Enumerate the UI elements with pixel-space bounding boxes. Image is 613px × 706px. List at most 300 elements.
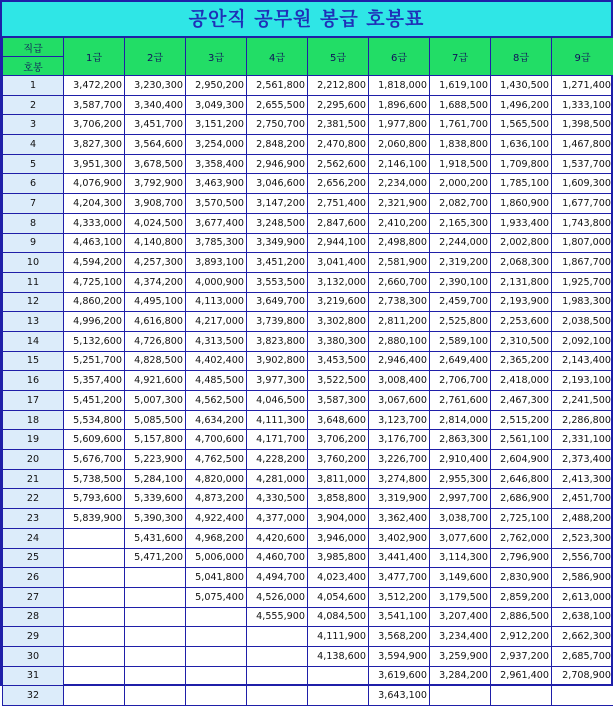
salary-cell xyxy=(64,666,125,686)
salary-cell: 1,925,700 xyxy=(552,272,613,292)
table-row xyxy=(3,450,613,470)
salary-cell: 4,594,200 xyxy=(64,253,125,273)
salary-cell xyxy=(247,627,308,647)
salary-cell: 2,750,700 xyxy=(247,115,308,135)
salary-cell: 3,678,500 xyxy=(125,154,186,174)
salary-cell: 2,811,200 xyxy=(369,312,430,332)
salary-cell: 2,638,100 xyxy=(552,607,613,627)
salary-cell: 3,219,600 xyxy=(308,292,369,312)
salary-cell: 4,996,200 xyxy=(64,312,125,332)
step-number: 16 xyxy=(3,371,64,391)
table-row xyxy=(3,331,613,351)
table-row xyxy=(3,607,613,627)
salary-cell: 5,357,400 xyxy=(64,371,125,391)
salary-cell xyxy=(64,646,125,666)
salary-cell: 2,000,200 xyxy=(430,174,491,194)
step-number: 11 xyxy=(3,272,64,292)
salary-cell: 3,358,400 xyxy=(186,154,247,174)
salary-cell: 3,649,700 xyxy=(247,292,308,312)
table-row xyxy=(3,568,613,588)
salary-cell xyxy=(430,686,491,706)
salary-cell: 3,706,200 xyxy=(308,430,369,450)
salary-cell: 3,792,900 xyxy=(125,174,186,194)
salary-cell: 3,147,200 xyxy=(247,194,308,214)
salary-cell: 3,234,400 xyxy=(430,627,491,647)
table-row xyxy=(3,213,613,233)
salary-cell: 1,977,800 xyxy=(369,115,430,135)
salary-cell: 4,217,000 xyxy=(186,312,247,332)
step-number: 17 xyxy=(3,391,64,411)
salary-cell: 3,319,900 xyxy=(369,489,430,509)
salary-cell: 4,204,300 xyxy=(64,194,125,214)
salary-cell: 2,662,300 xyxy=(552,627,613,647)
salary-cell: 1,677,700 xyxy=(552,194,613,214)
salary-cell xyxy=(247,646,308,666)
salary-cell: 3,259,900 xyxy=(430,646,491,666)
salary-cell xyxy=(64,607,125,627)
salary-cell: 4,330,500 xyxy=(247,489,308,509)
salary-cell xyxy=(247,666,308,686)
salary-cell: 2,686,900 xyxy=(491,489,552,509)
salary-cell: 3,453,500 xyxy=(308,351,369,371)
page-title: 공안직 공무원 봉급 호봉표 xyxy=(2,2,611,37)
salary-cell: 3,441,400 xyxy=(369,548,430,568)
table-row xyxy=(3,587,613,607)
salary-cell: 1,860,900 xyxy=(491,194,552,214)
step-number: 3 xyxy=(3,115,64,135)
table-row xyxy=(3,233,613,253)
salary-cell: 3,553,500 xyxy=(247,272,308,292)
step-number: 7 xyxy=(3,194,64,214)
salary-cell: 2,613,000 xyxy=(552,587,613,607)
salary-cell: 3,594,900 xyxy=(369,646,430,666)
salary-cell xyxy=(125,646,186,666)
salary-cell: 4,922,400 xyxy=(186,509,247,529)
salary-cell: 2,241,500 xyxy=(552,391,613,411)
salary-cell: 3,785,300 xyxy=(186,233,247,253)
salary-cell: 4,046,500 xyxy=(247,391,308,411)
salary-cell: 3,302,800 xyxy=(308,312,369,332)
salary-cell: 2,761,600 xyxy=(430,391,491,411)
salary-cell: 5,738,500 xyxy=(64,469,125,489)
table-row xyxy=(3,548,613,568)
salary-cell: 3,451,200 xyxy=(247,253,308,273)
salary-cell: 4,494,700 xyxy=(247,568,308,588)
table-row xyxy=(3,509,613,529)
salary-cell: 2,660,700 xyxy=(369,272,430,292)
salary-cell: 1,761,700 xyxy=(430,115,491,135)
salary-cell: 4,828,500 xyxy=(125,351,186,371)
salary-cell: 2,253,600 xyxy=(491,312,552,332)
step-number: 21 xyxy=(3,469,64,489)
salary-cell: 2,562,600 xyxy=(308,154,369,174)
salary-cell: 1,933,400 xyxy=(491,213,552,233)
table-row xyxy=(3,76,613,96)
salary-cell: 2,955,300 xyxy=(430,469,491,489)
salary-cell: 3,114,300 xyxy=(430,548,491,568)
salary-cell: 2,193,900 xyxy=(491,292,552,312)
table-header xyxy=(3,38,613,76)
salary-cell: 2,060,800 xyxy=(369,135,430,155)
salary-cell: 4,463,100 xyxy=(64,233,125,253)
salary-cell xyxy=(64,686,125,706)
step-number: 30 xyxy=(3,646,64,666)
salary-cell: 4,820,000 xyxy=(186,469,247,489)
salary-cell: 2,656,200 xyxy=(308,174,369,194)
salary-cell: 1,709,800 xyxy=(491,154,552,174)
salary-cell: 2,589,100 xyxy=(430,331,491,351)
salary-cell: 3,570,500 xyxy=(186,194,247,214)
salary-cell xyxy=(186,607,247,627)
salary-cell: 4,968,200 xyxy=(186,528,247,548)
step-number: 28 xyxy=(3,607,64,627)
salary-cell: 3,951,300 xyxy=(64,154,125,174)
step-number: 26 xyxy=(3,568,64,588)
table-row xyxy=(3,430,613,450)
salary-cell: 2,946,900 xyxy=(247,154,308,174)
salary-cell: 4,024,500 xyxy=(125,213,186,233)
salary-cell: 3,587,700 xyxy=(64,95,125,115)
salary-cell: 1,743,800 xyxy=(552,213,613,233)
step-number: 12 xyxy=(3,292,64,312)
salary-cell: 3,706,200 xyxy=(64,115,125,135)
salary-cell: 3,067,600 xyxy=(369,391,430,411)
salary-cell: 5,085,500 xyxy=(125,410,186,430)
salary-cell: 1,619,100 xyxy=(430,76,491,96)
salary-cell: 4,228,200 xyxy=(247,450,308,470)
step-number: 4 xyxy=(3,135,64,155)
table-row xyxy=(3,410,613,430)
salary-cell: 4,485,500 xyxy=(186,371,247,391)
salary-cell: 1,271,400 xyxy=(552,76,613,96)
table-row xyxy=(3,272,613,292)
salary-cell: 3,739,800 xyxy=(247,312,308,332)
salary-cell: 2,738,300 xyxy=(369,292,430,312)
salary-cell: 4,725,100 xyxy=(64,272,125,292)
salary-cell: 2,410,200 xyxy=(369,213,430,233)
grade-header: 1급 xyxy=(64,38,125,76)
salary-cell: 4,616,800 xyxy=(125,312,186,332)
salary-cell: 4,377,000 xyxy=(247,509,308,529)
salary-cell: 3,176,700 xyxy=(369,430,430,450)
step-number: 5 xyxy=(3,154,64,174)
salary-cell: 2,418,000 xyxy=(491,371,552,391)
salary-cell: 2,131,800 xyxy=(491,272,552,292)
salary-cell: 2,581,900 xyxy=(369,253,430,273)
salary-cell: 4,700,600 xyxy=(186,430,247,450)
salary-cell: 4,555,900 xyxy=(247,607,308,627)
salary-cell: 3,123,700 xyxy=(369,410,430,430)
grade-header: 7급 xyxy=(430,38,491,76)
table-row xyxy=(3,351,613,371)
step-number: 20 xyxy=(3,450,64,470)
salary-cell: 1,867,700 xyxy=(552,253,613,273)
salary-cell: 3,274,800 xyxy=(369,469,430,489)
salary-cell: 2,002,800 xyxy=(491,233,552,253)
step-number: 19 xyxy=(3,430,64,450)
salary-cell: 4,526,000 xyxy=(247,587,308,607)
corner-header-grade: 직급 xyxy=(3,38,64,57)
salary-cell: 2,910,400 xyxy=(430,450,491,470)
salary-cell: 2,413,300 xyxy=(552,469,613,489)
salary-cell: 1,688,500 xyxy=(430,95,491,115)
salary-cell: 3,760,200 xyxy=(308,450,369,470)
salary-cell: 3,284,200 xyxy=(430,666,491,686)
salary-cell: 2,451,700 xyxy=(552,489,613,509)
salary-cell: 3,564,600 xyxy=(125,135,186,155)
salary-cell: 4,054,600 xyxy=(308,587,369,607)
salary-cell: 3,522,500 xyxy=(308,371,369,391)
salary-cell: 1,496,200 xyxy=(491,95,552,115)
step-number: 10 xyxy=(3,253,64,273)
salary-cell: 3,402,900 xyxy=(369,528,430,548)
salary-cell: 5,157,800 xyxy=(125,430,186,450)
salary-cell: 2,488,200 xyxy=(552,509,613,529)
salary-cell: 2,561,800 xyxy=(247,76,308,96)
salary-cell xyxy=(308,666,369,686)
step-number: 2 xyxy=(3,95,64,115)
salary-cell: 3,985,800 xyxy=(308,548,369,568)
table-row xyxy=(3,646,613,666)
table-row xyxy=(3,391,613,411)
salary-cell: 3,049,300 xyxy=(186,95,247,115)
step-number: 14 xyxy=(3,331,64,351)
step-number: 32 xyxy=(3,686,64,706)
salary-cell xyxy=(125,587,186,607)
salary-cell: 3,648,600 xyxy=(308,410,369,430)
salary-cell: 2,814,000 xyxy=(430,410,491,430)
salary-cell: 2,193,100 xyxy=(552,371,613,391)
salary-cell: 4,333,000 xyxy=(64,213,125,233)
salary-cell xyxy=(125,607,186,627)
table-row xyxy=(3,371,613,391)
table-row xyxy=(3,666,613,686)
table-row xyxy=(3,469,613,489)
salary-cell: 4,726,800 xyxy=(125,331,186,351)
salary-cell: 1,896,600 xyxy=(369,95,430,115)
salary-cell: 2,950,200 xyxy=(186,76,247,96)
salary-cell: 1,807,000 xyxy=(552,233,613,253)
salary-cell: 2,706,700 xyxy=(430,371,491,391)
salary-cell: 2,321,900 xyxy=(369,194,430,214)
step-number: 18 xyxy=(3,410,64,430)
salary-cell: 5,284,100 xyxy=(125,469,186,489)
salary-cell: 2,165,300 xyxy=(430,213,491,233)
salary-cell: 2,604,900 xyxy=(491,450,552,470)
salary-cell: 3,512,200 xyxy=(369,587,430,607)
salary-cell: 2,331,100 xyxy=(552,430,613,450)
step-number: 29 xyxy=(3,627,64,647)
salary-cell: 4,111,900 xyxy=(308,627,369,647)
table-row xyxy=(3,174,613,194)
salary-cell: 5,132,600 xyxy=(64,331,125,351)
salary-cell: 3,568,200 xyxy=(369,627,430,647)
table-row xyxy=(3,115,613,135)
salary-cell: 2,310,500 xyxy=(491,331,552,351)
table-row xyxy=(3,627,613,647)
salary-cell: 3,149,600 xyxy=(430,568,491,588)
step-number: 31 xyxy=(3,666,64,686)
salary-cell: 3,858,800 xyxy=(308,489,369,509)
table-row xyxy=(3,194,613,214)
step-number: 22 xyxy=(3,489,64,509)
salary-cell: 2,092,100 xyxy=(552,331,613,351)
salary-cell: 2,685,700 xyxy=(552,646,613,666)
pay-table xyxy=(2,37,613,706)
salary-cell: 3,677,400 xyxy=(186,213,247,233)
salary-cell: 3,362,400 xyxy=(369,509,430,529)
salary-cell: 2,068,300 xyxy=(491,253,552,273)
salary-cell: 5,006,000 xyxy=(186,548,247,568)
salary-cell: 2,373,400 xyxy=(552,450,613,470)
salary-cell xyxy=(125,627,186,647)
salary-cell xyxy=(125,568,186,588)
salary-cell: 3,823,800 xyxy=(247,331,308,351)
salary-cell: 2,525,800 xyxy=(430,312,491,332)
salary-cell xyxy=(552,686,613,706)
salary-cell: 4,138,600 xyxy=(308,646,369,666)
salary-cell: 2,295,600 xyxy=(308,95,369,115)
step-number: 23 xyxy=(3,509,64,529)
grade-header: 3급 xyxy=(186,38,247,76)
salary-cell: 4,634,200 xyxy=(186,410,247,430)
salary-cell: 2,143,400 xyxy=(552,351,613,371)
salary-cell: 3,151,200 xyxy=(186,115,247,135)
salary-cell: 2,708,900 xyxy=(552,666,613,686)
salary-cell: 5,041,800 xyxy=(186,568,247,588)
salary-cell: 2,725,100 xyxy=(491,509,552,529)
salary-cell xyxy=(491,686,552,706)
salary-cell xyxy=(64,587,125,607)
salary-cell: 2,470,800 xyxy=(308,135,369,155)
grade-header: 6급 xyxy=(369,38,430,76)
salary-cell: 2,859,200 xyxy=(491,587,552,607)
salary-cell: 3,451,700 xyxy=(125,115,186,135)
step-number: 24 xyxy=(3,528,64,548)
salary-cell: 2,912,200 xyxy=(491,627,552,647)
salary-cell: 5,839,900 xyxy=(64,509,125,529)
salary-cell: 3,132,000 xyxy=(308,272,369,292)
salary-cell: 2,937,200 xyxy=(491,646,552,666)
salary-cell: 1,609,300 xyxy=(552,174,613,194)
step-number: 1 xyxy=(3,76,64,96)
salary-cell: 4,076,900 xyxy=(64,174,125,194)
salary-cell xyxy=(125,686,186,706)
salary-cell: 5,451,200 xyxy=(64,391,125,411)
salary-cell: 3,254,000 xyxy=(186,135,247,155)
table-row xyxy=(3,292,613,312)
salary-cell xyxy=(247,686,308,706)
salary-cell: 4,460,700 xyxy=(247,548,308,568)
salary-cell: 5,075,400 xyxy=(186,587,247,607)
salary-cell: 3,472,200 xyxy=(64,76,125,96)
salary-cell: 3,904,000 xyxy=(308,509,369,529)
salary-cell: 2,751,400 xyxy=(308,194,369,214)
salary-cell: 3,230,300 xyxy=(125,76,186,96)
salary-cell: 4,023,400 xyxy=(308,568,369,588)
salary-cell: 4,113,000 xyxy=(186,292,247,312)
salary-cell: 1,785,100 xyxy=(491,174,552,194)
salary-cell: 5,471,200 xyxy=(125,548,186,568)
salary-cell: 3,038,700 xyxy=(430,509,491,529)
salary-cell: 3,477,700 xyxy=(369,568,430,588)
salary-cell: 1,983,300 xyxy=(552,292,613,312)
corner-header-step: 호봉 xyxy=(3,57,64,76)
salary-cell: 2,459,700 xyxy=(430,292,491,312)
salary-cell: 2,649,400 xyxy=(430,351,491,371)
salary-cell xyxy=(186,666,247,686)
salary-cell: 1,537,700 xyxy=(552,154,613,174)
step-number: 25 xyxy=(3,548,64,568)
salary-cell: 3,226,700 xyxy=(369,450,430,470)
salary-cell: 4,140,800 xyxy=(125,233,186,253)
salary-cell: 4,860,200 xyxy=(64,292,125,312)
salary-cell: 2,365,200 xyxy=(491,351,552,371)
salary-cell: 3,946,000 xyxy=(308,528,369,548)
salary-cell: 5,339,600 xyxy=(125,489,186,509)
table-row xyxy=(3,528,613,548)
salary-cell: 4,562,500 xyxy=(186,391,247,411)
salary-cell: 2,997,700 xyxy=(430,489,491,509)
salary-cell: 2,038,500 xyxy=(552,312,613,332)
salary-cell xyxy=(125,666,186,686)
salary-cell: 5,223,900 xyxy=(125,450,186,470)
table-row xyxy=(3,95,613,115)
salary-cell: 2,796,900 xyxy=(491,548,552,568)
salary-cell: 2,212,800 xyxy=(308,76,369,96)
salary-cell: 2,082,700 xyxy=(430,194,491,214)
salary-cell: 1,565,500 xyxy=(491,115,552,135)
salary-cell xyxy=(308,686,369,706)
salary-cell: 5,793,600 xyxy=(64,489,125,509)
table-row xyxy=(3,253,613,273)
salary-cell xyxy=(64,528,125,548)
salary-cell: 3,008,400 xyxy=(369,371,430,391)
salary-cell: 3,643,100 xyxy=(369,686,430,706)
salary-cell xyxy=(64,627,125,647)
salary-cell: 1,333,100 xyxy=(552,95,613,115)
salary-cell: 2,467,300 xyxy=(491,391,552,411)
salary-cell: 4,171,700 xyxy=(247,430,308,450)
salary-cell: 3,340,400 xyxy=(125,95,186,115)
salary-cell: 2,381,500 xyxy=(308,115,369,135)
salary-cell: 3,248,500 xyxy=(247,213,308,233)
salary-cell: 4,257,300 xyxy=(125,253,186,273)
salary-cell: 3,541,100 xyxy=(369,607,430,627)
salary-cell: 1,818,000 xyxy=(369,76,430,96)
salary-cell: 3,380,300 xyxy=(308,331,369,351)
salary-cell: 2,515,200 xyxy=(491,410,552,430)
step-number: 9 xyxy=(3,233,64,253)
step-number: 15 xyxy=(3,351,64,371)
salary-cell: 2,319,200 xyxy=(430,253,491,273)
salary-cell: 2,390,100 xyxy=(430,272,491,292)
salary-cell: 3,041,400 xyxy=(308,253,369,273)
salary-cell: 2,944,100 xyxy=(308,233,369,253)
table-row xyxy=(3,154,613,174)
salary-cell: 2,286,800 xyxy=(552,410,613,430)
step-number: 13 xyxy=(3,312,64,332)
salary-cell: 1,398,500 xyxy=(552,115,613,135)
table-body xyxy=(3,76,613,706)
table-row xyxy=(3,489,613,509)
salary-cell: 2,523,300 xyxy=(552,528,613,548)
salary-cell: 2,848,200 xyxy=(247,135,308,155)
salary-cell: 3,587,300 xyxy=(308,391,369,411)
step-number: 27 xyxy=(3,587,64,607)
salary-cell: 2,498,800 xyxy=(369,233,430,253)
salary-cell: 3,207,400 xyxy=(430,607,491,627)
